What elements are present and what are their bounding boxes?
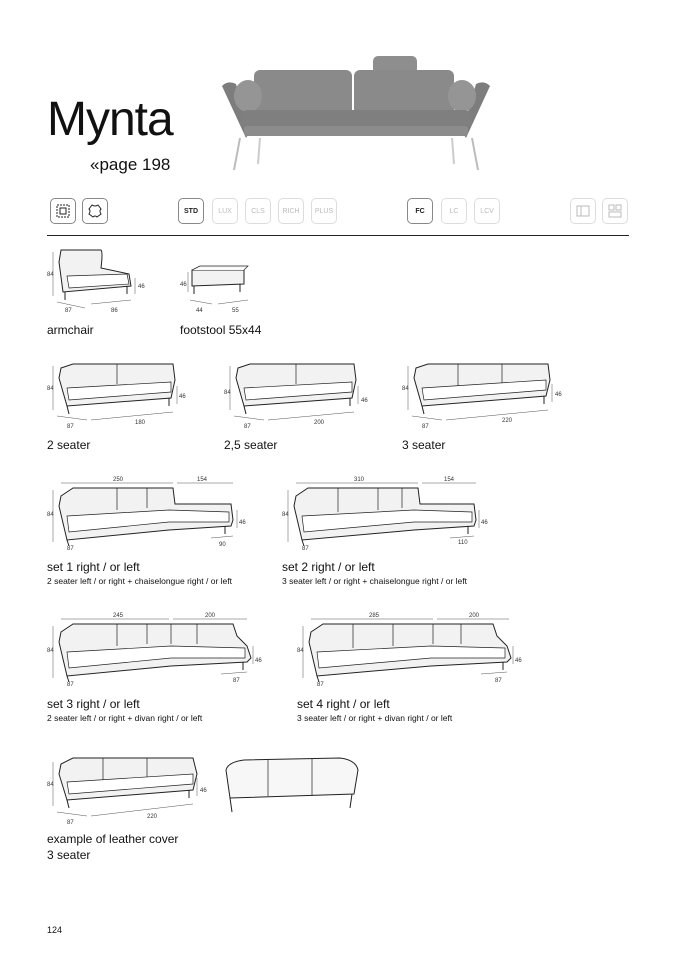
dimension-label: 84 (224, 390, 231, 396)
set2-label: set 2 right / or left (282, 560, 375, 574)
leather-icon (82, 198, 108, 224)
grade-plus-badge: PLUS (311, 198, 337, 224)
grade-std-badge: STD (178, 198, 204, 224)
dimension-label: 84 (282, 512, 289, 518)
dimension-label: 46 (555, 392, 562, 398)
set4-label: set 4 right / or left (297, 697, 390, 711)
dimension-label: 84 (47, 782, 54, 788)
dimension-label: 44 (196, 308, 203, 314)
leather-example-sublabel: 3 seater (47, 848, 91, 862)
dimension-label: 220 (502, 418, 513, 424)
dimension-label: 110 (458, 540, 468, 546)
dimension-label: 46 (180, 282, 187, 288)
dim-width: 86 (111, 308, 118, 314)
sofa-drawing (47, 610, 272, 692)
header-divider (47, 235, 629, 236)
armchair-drawing (47, 244, 157, 316)
fabric-icon (50, 198, 76, 224)
option-icons-row (47, 197, 629, 225)
module-icon (570, 198, 596, 224)
dimension-label: 154 (444, 477, 455, 483)
sofa-drawing (402, 358, 572, 430)
dimension-label: 87 (495, 678, 502, 684)
set1-description: 2 seater left / or right + chaiselongue right / or left (47, 576, 232, 586)
dimension-label: 46 (481, 520, 488, 526)
dimension-label: 90 (219, 542, 226, 548)
set4-description: 3 seater left / or right + divan right / or left (297, 713, 453, 723)
two-seater-label: 2 seater (47, 438, 91, 452)
sofa-drawing (47, 474, 257, 556)
dimension-label: 46 (255, 658, 262, 664)
set1-label: set 1 right / or left (47, 560, 140, 574)
dimension-label: 245 (113, 613, 124, 619)
dimension-label: 200 (469, 613, 480, 619)
set2-description: 3 seater left / or right + chaiselongue right / or left (282, 576, 467, 586)
sofa-drawing (282, 474, 492, 556)
dimension-label: 46 (515, 658, 522, 664)
cover-lc-badge: LC (441, 198, 467, 224)
dimension-label: 87 (302, 546, 309, 552)
dimension-label: 84 (47, 512, 54, 518)
sofa-drawing (297, 610, 527, 692)
dimension-label: 200 (205, 613, 216, 619)
dimension-label: 180 (135, 420, 146, 426)
dimension-label: 84 (297, 648, 304, 654)
dimension-label: 87 (67, 546, 74, 552)
sofa-drawing (178, 262, 258, 316)
dimension-label: 250 (113, 477, 124, 483)
cover-lcv-badge: LCV (474, 198, 500, 224)
dimension-label: 55 (232, 308, 239, 314)
hero-sofa-image (218, 52, 494, 172)
dimension-label: 220 (147, 814, 158, 820)
sofa-drawing (224, 358, 374, 430)
sofa-drawing (47, 358, 192, 430)
dimension-label: 87 (233, 678, 240, 684)
dimension-label: 87 (244, 424, 251, 430)
dim-depth: 87 (65, 308, 72, 314)
dimension-label: 87 (422, 424, 429, 430)
grade-cls-badge: CLS (245, 198, 271, 224)
dimension-label: 84 (47, 386, 54, 392)
footstool-label: footstool 55x44 (180, 323, 262, 337)
dimension-label: 200 (314, 420, 325, 426)
dimension-label: 46 (179, 394, 186, 400)
set3-label: set 3 right / or left (47, 697, 140, 711)
dimension-label: 87 (67, 424, 74, 430)
dimension-label: 310 (354, 477, 365, 483)
dimension-label: 285 (369, 613, 380, 619)
grade-lux-badge: LUX (212, 198, 238, 224)
leather-example-label: example of leather cover (47, 832, 179, 846)
dimension-label: 46 (361, 398, 368, 404)
dim-height: 84 (47, 272, 54, 278)
sofa-drawing (47, 752, 217, 826)
dimension-label: 46 (239, 520, 246, 526)
sofa-drawing (220, 754, 362, 816)
cover-fc-badge: FC (407, 198, 433, 224)
armchair-label: armchair (47, 323, 94, 337)
page-title: Mynta (47, 93, 173, 146)
page-reference-link[interactable]: «page 198 (90, 155, 171, 174)
dimension-label: 87 (317, 682, 324, 688)
dimension-label: 87 (67, 682, 74, 688)
set3-description: 2 seater left / or right + divan right / or left (47, 713, 203, 723)
page-number: 124 (47, 925, 63, 935)
configuration-icon (602, 198, 628, 224)
dim-seat-height: 46 (138, 284, 145, 290)
two-half-seater-label: 2,5 seater (224, 438, 278, 452)
dimension-label: 46 (200, 788, 207, 794)
dimension-label: 87 (67, 820, 74, 826)
dimension-label: 154 (197, 477, 208, 483)
grade-rich-badge: RICH (278, 198, 304, 224)
dimension-label: 84 (47, 648, 54, 654)
dimension-label: 84 (402, 386, 409, 392)
three-seater-label: 3 seater (402, 438, 446, 452)
